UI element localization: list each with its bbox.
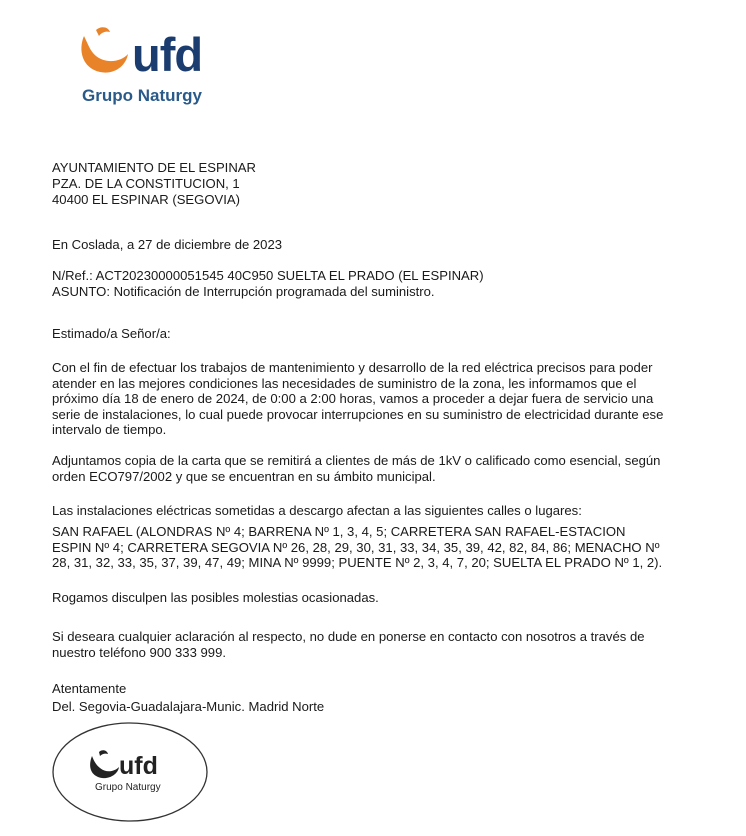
paragraph-installations: Las instalaciones eléctricas sometidas a descargo afectan a las siguientes calles o lugares: bbox=[52, 503, 582, 518]
paragraph-line: intervalo de tiempo. bbox=[52, 422, 167, 438]
contact-paragraph bbox=[52, 629, 712, 660]
stamp-brand: ufd bbox=[119, 752, 158, 780]
recipient-line1: AYUNTAMIENTO DE EL ESPINAR bbox=[52, 160, 256, 175]
ufd-logo-mark-icon bbox=[76, 22, 136, 82]
paragraph-line: Con el fin de efectuar los trabajos de mantenimiento y desarrollo de la red eléctrica precisos para poder bbox=[52, 360, 653, 375]
paragraph-intro bbox=[52, 360, 712, 438]
recipient-line2: PZA. DE LA CONSTITUCION, 1 bbox=[52, 176, 240, 191]
logo-group: Grupo Naturgy bbox=[82, 86, 202, 105]
signature-line: Del. Segovia-Guadalajara-Munic. Madrid Norte bbox=[52, 699, 325, 714]
logo-brand: ufd bbox=[132, 28, 203, 81]
streets-list bbox=[52, 524, 712, 571]
streets-line: ESPIN Nº 4; CARRETERA SEGOVIA Nº 26, 28, 29, 30, 31, 33, 34, 35, 39, 42, 82, 84, 86; MENACHO Nº bbox=[52, 539, 660, 555]
paragraph-attachment bbox=[52, 453, 712, 484]
subject-line: ASUNTO: Notificación de Interrupción programada del suministro. bbox=[52, 284, 435, 299]
streets-line: 28, 31, 32, 33, 35, 37, 39, 47, 49; MINA Nº 9999; PUENTE Nº 2, 3, 4, 7, 20; SUELTA EL PRADO Nº 1, 2). bbox=[52, 555, 663, 571]
streets-line: SAN RAFAEL (ALONDRAS Nº 4; BARRENA Nº 1, 3, 4, 5; CARRETERA SAN RAFAEL-ESTACION bbox=[52, 524, 626, 539]
stamp-group: Grupo Naturgy bbox=[95, 782, 161, 793]
paragraph-line: atender en las mejores condiciones las necesidades de suministro de la zona, les informamos que el bbox=[52, 375, 637, 391]
paragraph-line: Si deseara cualquier aclaración al respecto, no dude en ponerse en contacto con nosotros a través de bbox=[52, 629, 645, 644]
apology-line: Rogamos disculpen las posibles molestias ocasionadas. bbox=[52, 590, 379, 605]
reference-line: N/Ref.: ACT20230000051545 40C950 SUELTA EL PRADO (EL ESPINAR) bbox=[52, 268, 484, 283]
greeting: Estimado/a Señor/a: bbox=[52, 326, 171, 341]
paragraph-line: próximo día 18 de enero de 2024, de 0:00 a 2:00 horas, vamos a proceder a dejar fuera de servicio una bbox=[52, 391, 654, 407]
closing: Atentamente bbox=[52, 681, 127, 696]
date-line: En Coslada, a 27 de diciembre de 2023 bbox=[52, 237, 283, 252]
paragraph-line: nuestro teléfono 900 333 999. bbox=[52, 644, 226, 660]
company-stamp bbox=[50, 720, 210, 824]
recipient-line3: 40400 EL ESPINAR (SEGOVIA) bbox=[52, 192, 240, 207]
paragraph-line: Adjuntamos copia de la carta que se remitirá a clientes de más de 1kV o calificado como esencial, según bbox=[52, 453, 661, 468]
company-logo bbox=[76, 22, 226, 112]
paragraph-line: serie de instalaciones, lo cual puede provocar interrupciones en su suministro de electricidad durante ese bbox=[52, 406, 664, 422]
paragraph-line: orden ECO797/2002 y que se encuentran en su ámbito municipal. bbox=[52, 468, 436, 484]
